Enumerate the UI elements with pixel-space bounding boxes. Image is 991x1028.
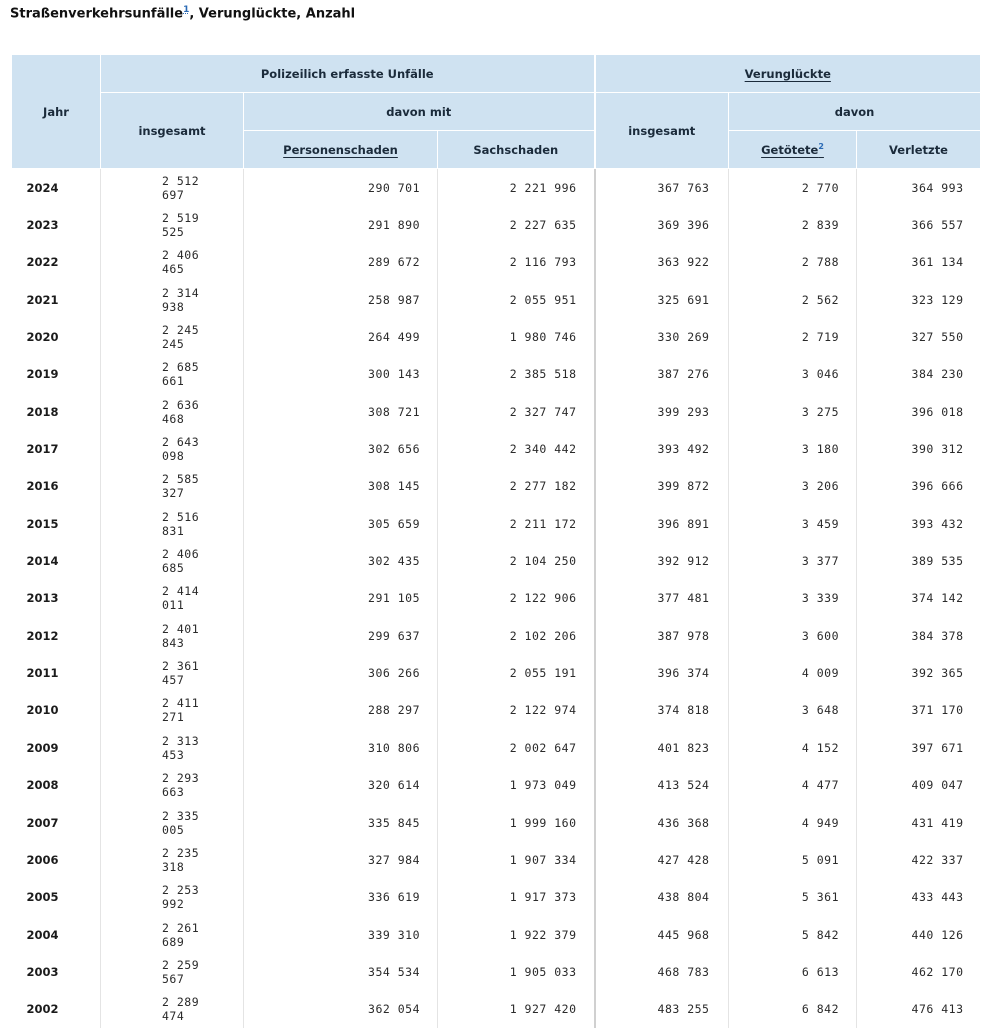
header-insgesamt-verunglueckte: insgesamt — [595, 93, 729, 169]
getoetete-label[interactable]: Getötete — [761, 142, 819, 157]
cell-personal-damage: 306 266 — [244, 654, 438, 691]
header-personenschaden[interactable] — [244, 131, 438, 169]
cell-total: 2 245 245 — [101, 318, 244, 355]
cell-killed: 3 206 — [729, 468, 857, 505]
cell-year: 2011 — [26, 666, 59, 681]
table-row — [12, 430, 981, 467]
getoetete-link[interactable] — [761, 143, 824, 157]
table-row — [12, 281, 981, 318]
cell-material-damage: 2 122 974 — [438, 692, 595, 729]
header-verletzte: Verletzte — [857, 131, 981, 169]
cell-personal-damage: 327 984 — [244, 841, 438, 878]
cell-personal-damage: 354 534 — [244, 953, 438, 990]
cell-total: 2 636 468 — [101, 393, 244, 430]
cell-total: 2 516 831 — [101, 505, 244, 542]
cell-injured: 392 365 — [857, 654, 981, 691]
cell-year: 2015 — [26, 516, 59, 531]
cell-personal-damage: 291 105 — [244, 580, 438, 617]
cell-killed: 4 152 — [729, 729, 857, 766]
cell-injured: 384 378 — [857, 617, 981, 654]
cell-total: 2 685 661 — [101, 356, 244, 393]
cell-injured: 364 993 — [857, 169, 981, 207]
cell-killed: 2 839 — [729, 206, 857, 243]
cell-personal-damage: 320 614 — [244, 767, 438, 804]
title-main: Straßenverkehrsunfälle — [10, 6, 184, 22]
cell-year: 2005 — [26, 890, 59, 905]
cell-year: 2021 — [26, 292, 59, 307]
cell-year: 2003 — [26, 964, 59, 979]
cell-injured: 384 230 — [857, 356, 981, 393]
cell-year: 2020 — [26, 330, 59, 345]
cell-material-damage: 2 122 906 — [438, 580, 595, 617]
cell-killed: 5 091 — [729, 841, 857, 878]
cell-casualties: 396 374 — [595, 654, 729, 691]
cell-total: 2 519 525 — [101, 206, 244, 243]
cell-injured: 431 419 — [857, 804, 981, 841]
cell-material-damage: 1 917 373 — [438, 879, 595, 916]
table-row — [12, 654, 981, 691]
cell-personal-damage: 264 499 — [244, 318, 438, 355]
cell-material-damage: 2 327 747 — [438, 393, 595, 430]
table-row — [12, 169, 981, 207]
cell-personal-damage: 308 721 — [244, 393, 438, 430]
cell-injured: 409 047 — [857, 767, 981, 804]
cell-killed: 3 648 — [729, 692, 857, 729]
cell-injured: 374 142 — [857, 580, 981, 617]
cell-total: 2 585 327 — [101, 468, 244, 505]
cell-personal-damage: 299 637 — [244, 617, 438, 654]
cell-material-damage: 2 102 206 — [438, 617, 595, 654]
header-verunglueckte[interactable] — [595, 55, 981, 93]
header-sachschaden: Sachschaden — [438, 131, 595, 169]
cell-injured: 389 535 — [857, 542, 981, 579]
cell-casualties: 401 823 — [595, 729, 729, 766]
cell-material-damage: 1 922 379 — [438, 916, 595, 953]
cell-casualties: 363 922 — [595, 244, 729, 281]
cell-total: 2 293 663 — [101, 767, 244, 804]
cell-material-damage: 1 973 049 — [438, 767, 595, 804]
cell-year: 2002 — [26, 1002, 59, 1017]
cell-year: 2018 — [26, 404, 59, 419]
cell-total: 2 235 318 — [101, 841, 244, 878]
cell-killed: 2 770 — [729, 169, 857, 207]
cell-injured: 396 666 — [857, 468, 981, 505]
footnote-link-2[interactable]: 2 — [818, 142, 824, 152]
cell-killed: 3 180 — [729, 430, 857, 467]
cell-total: 2 643 098 — [101, 430, 244, 467]
cell-injured: 393 432 — [857, 505, 981, 542]
header-davon: davon — [729, 93, 981, 131]
header-insgesamt-unfaelle: insgesamt — [101, 93, 244, 169]
cell-total: 2 512 697 — [101, 169, 244, 207]
cell-total: 2 414 011 — [101, 580, 244, 617]
table-row — [12, 841, 981, 878]
table-row — [12, 729, 981, 766]
table-row — [12, 617, 981, 654]
cell-injured: 462 170 — [857, 953, 981, 990]
table-row — [12, 879, 981, 916]
cell-casualties: 367 763 — [595, 169, 729, 207]
cell-material-damage: 2 277 182 — [438, 468, 595, 505]
cell-material-damage: 2 002 647 — [438, 729, 595, 766]
table-row — [12, 468, 981, 505]
cell-casualties: 369 396 — [595, 206, 729, 243]
cell-casualties: 387 978 — [595, 617, 729, 654]
cell-killed: 3 275 — [729, 393, 857, 430]
cell-killed: 2 719 — [729, 318, 857, 355]
cell-material-damage: 1 905 033 — [438, 953, 595, 990]
cell-total: 2 313 453 — [101, 729, 244, 766]
cell-killed: 3 046 — [729, 356, 857, 393]
cell-casualties: 396 891 — [595, 505, 729, 542]
cell-killed: 6 613 — [729, 953, 857, 990]
cell-year: 2013 — [26, 591, 59, 606]
cell-personal-damage: 302 435 — [244, 542, 438, 579]
cell-personal-damage: 291 890 — [244, 206, 438, 243]
table-row — [12, 804, 981, 841]
cell-material-damage: 1 907 334 — [438, 841, 595, 878]
cell-personal-damage: 339 310 — [244, 916, 438, 953]
table-row — [12, 692, 981, 729]
cell-casualties: 387 276 — [595, 356, 729, 393]
personenschaden-link[interactable]: Personenschaden — [283, 142, 398, 157]
cell-total: 2 361 457 — [101, 654, 244, 691]
footnote-link-1[interactable]: 1 — [183, 5, 190, 15]
cell-killed: 5 842 — [729, 916, 857, 953]
table-row — [12, 393, 981, 430]
cell-personal-damage: 362 054 — [244, 991, 438, 1028]
cell-killed: 3 600 — [729, 617, 857, 654]
cell-year: 2004 — [26, 927, 59, 942]
cell-casualties: 325 691 — [595, 281, 729, 318]
table-row — [12, 505, 981, 542]
cell-killed: 2 562 — [729, 281, 857, 318]
cell-killed: 4 477 — [729, 767, 857, 804]
cell-material-damage: 2 340 442 — [438, 430, 595, 467]
cell-injured: 390 312 — [857, 430, 981, 467]
cell-injured: 440 126 — [857, 916, 981, 953]
cell-material-damage: 2 055 191 — [438, 654, 595, 691]
accidents-table — [11, 54, 981, 1028]
cell-total: 2 259 567 — [101, 953, 244, 990]
title-rest: , Verunglückte, Anzahl — [189, 6, 356, 22]
cell-year: 2008 — [26, 778, 59, 793]
cell-total: 2 314 938 — [101, 281, 244, 318]
cell-injured: 422 337 — [857, 841, 981, 878]
cell-year: 2023 — [26, 218, 59, 233]
table-row — [12, 318, 981, 355]
verunglueckte-link[interactable]: Verunglückte — [744, 66, 831, 81]
cell-year: 2024 — [26, 180, 59, 195]
cell-injured: 361 134 — [857, 244, 981, 281]
cell-casualties: 399 293 — [595, 393, 729, 430]
cell-injured: 397 671 — [857, 729, 981, 766]
cell-total: 2 406 465 — [101, 244, 244, 281]
cell-material-damage: 2 221 996 — [438, 169, 595, 207]
header-jahr: Jahr — [12, 55, 101, 169]
cell-personal-damage: 305 659 — [244, 505, 438, 542]
cell-casualties: 374 818 — [595, 692, 729, 729]
cell-total: 2 335 005 — [101, 804, 244, 841]
cell-year: 2016 — [26, 479, 59, 494]
cell-total: 2 411 271 — [101, 692, 244, 729]
header-polizeilich: Polizeilich erfasste Unfälle — [101, 55, 595, 93]
cell-personal-damage: 288 297 — [244, 692, 438, 729]
cell-killed: 4 009 — [729, 654, 857, 691]
cell-year: 2009 — [26, 740, 59, 755]
header-davon-mit: davon mit — [244, 93, 595, 131]
cell-personal-damage: 258 987 — [244, 281, 438, 318]
cell-casualties: 438 804 — [595, 879, 729, 916]
cell-material-damage: 2 055 951 — [438, 281, 595, 318]
cell-casualties: 427 428 — [595, 841, 729, 878]
table-row — [12, 206, 981, 243]
cell-personal-damage: 300 143 — [244, 356, 438, 393]
cell-injured: 476 413 — [857, 991, 981, 1028]
cell-killed: 5 361 — [729, 879, 857, 916]
cell-material-damage: 2 211 172 — [438, 505, 595, 542]
cell-casualties: 377 481 — [595, 580, 729, 617]
cell-casualties: 413 524 — [595, 767, 729, 804]
table-row — [12, 542, 981, 579]
table-row — [12, 580, 981, 617]
cell-casualties: 393 492 — [595, 430, 729, 467]
cell-total: 2 401 843 — [101, 617, 244, 654]
cell-material-damage: 1 980 746 — [438, 318, 595, 355]
cell-material-damage: 2 116 793 — [438, 244, 595, 281]
cell-casualties: 445 968 — [595, 916, 729, 953]
cell-personal-damage: 289 672 — [244, 244, 438, 281]
cell-year: 2006 — [26, 852, 59, 867]
cell-year: 2014 — [26, 554, 59, 569]
table-row — [12, 244, 981, 281]
cell-injured: 327 550 — [857, 318, 981, 355]
cell-personal-damage: 308 145 — [244, 468, 438, 505]
cell-personal-damage: 302 656 — [244, 430, 438, 467]
cell-total: 2 289 474 — [101, 991, 244, 1028]
cell-casualties: 330 269 — [595, 318, 729, 355]
cell-total: 2 261 689 — [101, 916, 244, 953]
cell-casualties: 392 912 — [595, 542, 729, 579]
cell-killed: 3 377 — [729, 542, 857, 579]
cell-year: 2012 — [26, 628, 59, 643]
cell-casualties: 483 255 — [595, 991, 729, 1028]
cell-material-damage: 2 227 635 — [438, 206, 595, 243]
table-title — [10, 5, 355, 21]
table-row — [12, 356, 981, 393]
cell-year: 2007 — [26, 815, 59, 830]
cell-killed: 3 339 — [729, 580, 857, 617]
cell-total: 2 253 992 — [101, 879, 244, 916]
cell-personal-damage: 290 701 — [244, 169, 438, 207]
cell-total: 2 406 685 — [101, 542, 244, 579]
table-body — [12, 169, 981, 1028]
cell-injured: 433 443 — [857, 879, 981, 916]
table-row — [12, 916, 981, 953]
cell-year: 2019 — [26, 367, 59, 382]
cell-year: 2017 — [26, 442, 59, 457]
cell-material-damage: 1 927 420 — [438, 991, 595, 1028]
cell-injured: 323 129 — [857, 281, 981, 318]
cell-personal-damage: 335 845 — [244, 804, 438, 841]
cell-material-damage: 2 104 250 — [438, 542, 595, 579]
cell-killed: 6 842 — [729, 991, 857, 1028]
cell-killed: 4 949 — [729, 804, 857, 841]
cell-injured: 371 170 — [857, 692, 981, 729]
cell-personal-damage: 336 619 — [244, 879, 438, 916]
cell-year: 2022 — [26, 255, 59, 270]
cell-injured: 396 018 — [857, 393, 981, 430]
table-row — [12, 953, 981, 990]
cell-killed: 3 459 — [729, 505, 857, 542]
cell-killed: 2 788 — [729, 244, 857, 281]
cell-material-damage: 1 999 160 — [438, 804, 595, 841]
table-row — [12, 767, 981, 804]
cell-personal-damage: 310 806 — [244, 729, 438, 766]
cell-material-damage: 2 385 518 — [438, 356, 595, 393]
cell-injured: 366 557 — [857, 206, 981, 243]
header-getoetete[interactable] — [729, 131, 857, 169]
table-row — [12, 991, 981, 1028]
cell-year: 2010 — [26, 703, 59, 718]
cell-casualties: 399 872 — [595, 468, 729, 505]
cell-casualties: 468 783 — [595, 953, 729, 990]
cell-casualties: 436 368 — [595, 804, 729, 841]
